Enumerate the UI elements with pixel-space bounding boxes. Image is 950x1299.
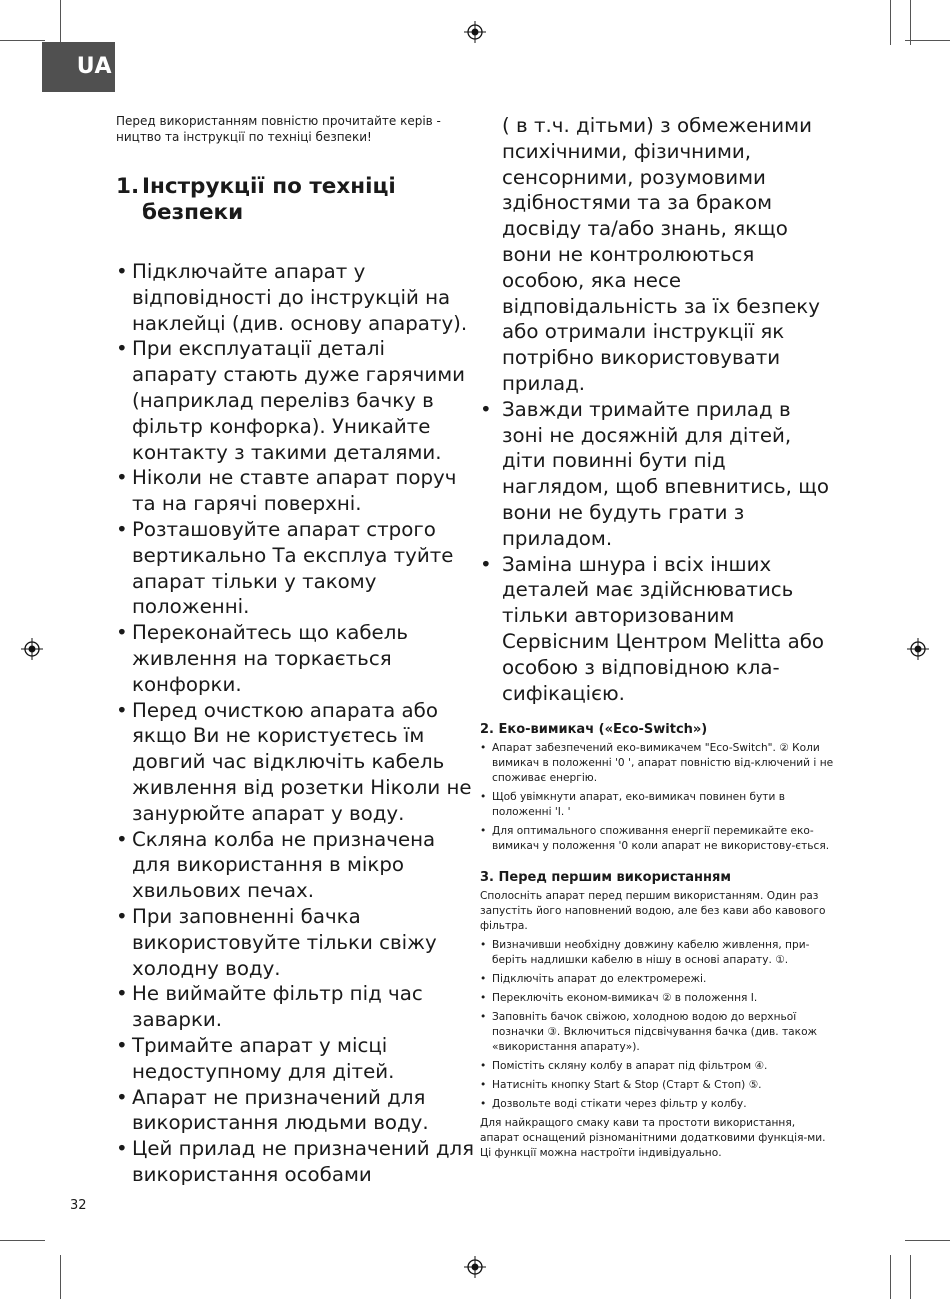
list-item: • Розташовуйте апарат строго вертикально Та експлуа туйте апарат тільки у такому положенні. — [116, 517, 476, 620]
right-column — [480, 113, 835, 1161]
list-item: • Цей прилад не призначений для використання особами — [116, 1136, 476, 1188]
section3-heading: 3. Перед першим використанням — [480, 870, 731, 886]
crop-mark — [905, 40, 950, 41]
crop-mark — [905, 1240, 950, 1241]
section1-heading — [116, 174, 476, 226]
section3-outro: Для найкращого смаку кави та простоти використання, апарат оснащений різноманітними додатковими функція-ми. Ці функції можна настроїти індивідуально. — [480, 1117, 826, 1160]
list-item: • Переконайтесь що кабель живлення на торкається конфорки. — [116, 620, 476, 697]
section3-intro: Сполосніть апарат перед першим використанням. Один раз запустіть його наповнений водою, але без кави або кавового фільтра. — [480, 890, 826, 933]
list-item: • Натисніть кнопку Start & Stop (Старт & Стоп) ⑤. — [480, 1078, 835, 1093]
list-item: • Апарат забезпечений еко-вимикачем "Eco-Switch". ② Коли вимикач в положенні '0 ', апарат повністю від-ключений і не споживає енергію. — [480, 741, 835, 786]
registration-mark-icon — [464, 21, 486, 43]
registration-mark-icon — [21, 638, 43, 660]
crop-mark — [910, 0, 911, 45]
registration-mark-icon — [464, 1256, 486, 1278]
page-number: 32 — [70, 1198, 87, 1213]
section2-heading: 2. Еко-вимикач («Eco-Switch») — [480, 722, 708, 738]
list-item: • Дозвольте воді стікати через фільтр у колбу. — [480, 1097, 835, 1112]
left-column — [116, 113, 476, 1188]
safety-list — [116, 259, 476, 1188]
list-item: • Перед очисткою апарата або якщо Ви не користуєтесь їм довгий час відключіть кабель живлення від розетки Ніколи не занурюйте апарат у воду. — [116, 698, 476, 827]
language-tab: UA — [42, 42, 115, 92]
list-item: • Переключіть економ-вимикач ② в положення I. — [480, 991, 835, 1006]
section1-number: 1. — [116, 174, 140, 199]
list-item: • Для оптимального споживання енергії перемикайте еко-вимикач у положення '0 коли апарат не використову-ється. — [480, 824, 835, 854]
list-item: • Підключіть апарат до електромережі. — [480, 972, 835, 987]
registration-mark-icon — [907, 638, 929, 660]
crop-mark — [60, 1255, 61, 1299]
intro-text: Перед використанням повністю прочитайте керів - ництво та інструкції по техніці безпеки! — [116, 114, 441, 144]
list-item: • Ніколи не ставте апарат поруч та на гарячі поверхні. — [116, 465, 476, 517]
list-item: • Заповніть бачок свіжою, холодною водою до верхньої позначки ③. Включиться підсвічування бачка (див. також «використання апарату»). — [480, 1010, 835, 1055]
list-item: • При заповненні бачка використовуйте тільки свіжу холодну воду. — [116, 904, 476, 981]
list-item: • Щоб увімкнути апарат, еко-вимикач повинен бути в положенні 'I. ' — [480, 790, 835, 820]
section1-title-line2: безпеки — [142, 200, 244, 225]
crop-mark — [60, 0, 61, 45]
list-item: • Помістіть скляну колбу в апарат під фільтром ④. — [480, 1059, 835, 1074]
crop-mark — [0, 40, 45, 41]
list-item: • Не виймайте фільтр під час заварки. — [116, 981, 476, 1033]
first-use-list — [480, 938, 835, 1112]
list-item: • При експлуатації деталі апарату стають дуже гарячими (наприклад перелівз бачку в фільтр конфорка). Уникайте контакту з такими деталями. — [116, 336, 476, 465]
crop-mark — [890, 1255, 891, 1299]
crop-mark — [910, 1255, 911, 1299]
list-item: • Скляна колба не призначена для використання в мікро хвильових печах. — [116, 827, 476, 904]
list-item: • Завжди тримайте прилад в зоні не досяжній для дітей, діти повинні бути під наглядом, щоб впевнитись, що вони не будуть грати з приладом. — [480, 397, 835, 552]
list-item: • Заміна шнура і всіх інших деталей має здійснюватись тільки авторизованим Сервісним Центром Melitta або особою з відповідною кла-сифікацією. — [480, 552, 835, 707]
list-item-continuation: ( в т.ч. дітьми) з обмеженими психічними, фізичними, сенсорними, розумовими здібностями та за браком досвіду та/або знань, якщо вони не контролюються особою, яка несе відповідальність за їх безпеку або отримали інструкції як потрібно використовувати прилад. — [502, 114, 820, 395]
list-item: • Визначивши необхідну довжину кабелю живлення, при-беріть надлишки кабелю в нішу в основі апарату. ①. — [480, 938, 835, 968]
list-item: • Тримайте апарат у місці недоступному для дітей. — [116, 1033, 476, 1085]
eco-switch-list — [480, 741, 835, 854]
safety-list-continued — [480, 397, 835, 707]
crop-mark — [890, 0, 891, 45]
crop-mark — [0, 1240, 45, 1241]
section1-title-line1: Інструкції по техніці — [142, 174, 396, 199]
list-item: • Апарат не призначений для використання людьми воду. — [116, 1085, 476, 1137]
list-item: • Підключайте апарат у відповідності до інструкцій на наклейці (див. основу апарату). — [116, 259, 476, 336]
